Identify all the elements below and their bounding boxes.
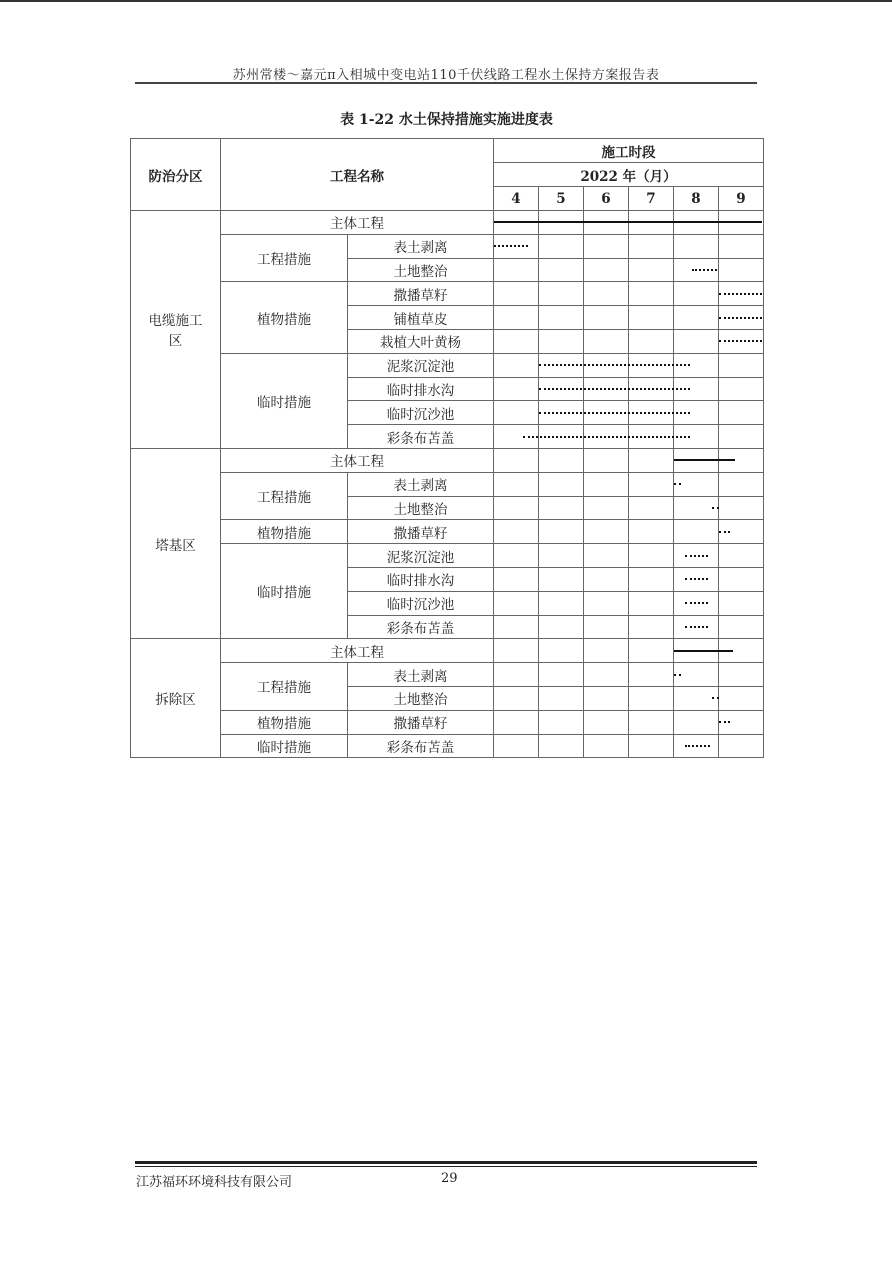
item-cell: 彩条布苫盖 xyxy=(348,734,494,758)
month-cell xyxy=(539,282,584,306)
month-cell xyxy=(494,234,539,258)
month-cell xyxy=(584,329,629,353)
month-cell xyxy=(494,377,539,401)
month-cell xyxy=(494,329,539,353)
month-cell xyxy=(539,710,584,734)
header-year: 2022 年（月） xyxy=(494,163,764,187)
zone-cell: 塔基区 xyxy=(131,448,221,638)
month-cell xyxy=(629,567,674,591)
table-row xyxy=(131,734,764,758)
category-cell: 工程措施 xyxy=(221,663,348,711)
table-row xyxy=(131,211,764,235)
month-cell xyxy=(584,663,629,687)
table-row xyxy=(131,282,764,306)
header-period: 施工时段 xyxy=(494,139,764,163)
item-cell: 表土剥离 xyxy=(348,472,494,496)
month-cell xyxy=(719,496,764,520)
month-cell xyxy=(494,591,539,615)
month-cell xyxy=(494,211,539,235)
schedule-bar xyxy=(523,436,690,438)
table-row xyxy=(131,353,764,377)
month-cell xyxy=(539,329,584,353)
month-cell xyxy=(539,496,584,520)
item-cell: 铺植草皮 xyxy=(348,306,494,330)
month-header-9: 9 xyxy=(719,187,764,211)
category-cell: 临时措施 xyxy=(221,544,348,639)
table-row xyxy=(131,639,764,663)
header-rule xyxy=(135,82,757,84)
item-cell: 临时沉沙池 xyxy=(348,591,494,615)
month-cell xyxy=(584,306,629,330)
month-cell xyxy=(719,567,764,591)
month-cell xyxy=(719,377,764,401)
item-cell: 土地整治 xyxy=(348,686,494,710)
schedule-bar xyxy=(712,697,719,699)
month-cell xyxy=(629,663,674,687)
month-cell xyxy=(494,306,539,330)
month-cell xyxy=(719,353,764,377)
schedule-table xyxy=(130,138,764,758)
month-cell xyxy=(629,615,674,639)
category-cell: 植物措施 xyxy=(221,520,348,544)
month-cell xyxy=(539,306,584,330)
item-cell: 彩条布苫盖 xyxy=(348,615,494,639)
month-cell xyxy=(539,472,584,496)
item-cell: 撒播草籽 xyxy=(348,520,494,544)
month-cell xyxy=(539,615,584,639)
footer-company: 江苏福环环境科技有限公司 xyxy=(136,1175,293,1190)
month-cell xyxy=(584,472,629,496)
month-cell xyxy=(494,686,539,710)
schedule-bar xyxy=(719,531,730,533)
month-cell xyxy=(584,686,629,710)
month-cell xyxy=(629,282,674,306)
schedule-bar xyxy=(719,340,762,342)
month-header-4: 4 xyxy=(494,187,539,211)
month-cell xyxy=(539,639,584,663)
month-header-5: 5 xyxy=(539,187,584,211)
month-header-6: 6 xyxy=(584,187,629,211)
schedule-bar xyxy=(674,650,733,652)
month-cell xyxy=(584,544,629,568)
month-cell xyxy=(674,329,719,353)
category-cell: 临时措施 xyxy=(221,353,348,448)
month-cell xyxy=(539,448,584,472)
schedule-bar xyxy=(539,364,690,366)
month-cell xyxy=(494,544,539,568)
category-cell: 植物措施 xyxy=(221,710,348,734)
month-cell xyxy=(629,591,674,615)
item-cell: 土地整治 xyxy=(348,496,494,520)
schedule-bar xyxy=(685,578,708,580)
month-cell xyxy=(719,401,764,425)
month-cell xyxy=(539,258,584,282)
page-number: 29 xyxy=(441,1171,458,1186)
month-cell xyxy=(629,734,674,758)
zone-cell: 电缆施工区 xyxy=(131,211,221,449)
category-cell: 植物措施 xyxy=(221,282,348,353)
month-cell xyxy=(539,567,584,591)
item-cell: 栽植大叶黄杨 xyxy=(348,329,494,353)
table-row xyxy=(131,663,764,687)
schedule-bar xyxy=(494,221,762,223)
month-cell xyxy=(584,496,629,520)
table-row xyxy=(131,472,764,496)
category-cell: 主体工程 xyxy=(221,211,494,235)
header-zone: 防治分区 xyxy=(131,139,221,211)
month-cell xyxy=(674,234,719,258)
schedule-bar xyxy=(712,507,719,509)
category-cell: 工程措施 xyxy=(221,234,348,282)
item-cell: 彩条布苫盖 xyxy=(348,425,494,449)
schedule-bar xyxy=(719,293,762,295)
month-cell xyxy=(629,306,674,330)
item-cell: 表土剥离 xyxy=(348,663,494,687)
month-cell xyxy=(584,591,629,615)
schedule-bar xyxy=(685,602,708,604)
table-row xyxy=(131,234,764,258)
month-cell xyxy=(539,544,584,568)
month-cell xyxy=(494,401,539,425)
month-cell xyxy=(494,496,539,520)
month-cell xyxy=(494,734,539,758)
month-cell xyxy=(719,258,764,282)
month-cell xyxy=(539,734,584,758)
month-cell xyxy=(719,472,764,496)
month-cell xyxy=(719,663,764,687)
table-row xyxy=(131,544,764,568)
month-cell xyxy=(584,710,629,734)
table-row xyxy=(131,520,764,544)
item-cell: 表土剥离 xyxy=(348,234,494,258)
month-cell xyxy=(674,520,719,544)
item-cell: 撒播草籽 xyxy=(348,710,494,734)
schedule-bar xyxy=(539,412,690,414)
month-cell xyxy=(494,353,539,377)
month-cell xyxy=(494,448,539,472)
header-project: 工程名称 xyxy=(221,139,494,211)
month-cell xyxy=(629,234,674,258)
month-cell xyxy=(629,448,674,472)
footer-rule-thin xyxy=(135,1166,757,1167)
item-cell: 泥浆沉淀池 xyxy=(348,544,494,568)
month-cell xyxy=(629,686,674,710)
footer-rule xyxy=(135,1161,757,1164)
schedule-bar xyxy=(685,745,710,747)
month-cell xyxy=(494,520,539,544)
month-cell xyxy=(584,639,629,663)
month-cell xyxy=(539,591,584,615)
schedule-bar xyxy=(674,459,735,461)
month-cell xyxy=(629,258,674,282)
month-cell xyxy=(674,306,719,330)
month-cell xyxy=(629,496,674,520)
month-cell xyxy=(494,425,539,449)
schedule-bar xyxy=(539,388,690,390)
item-cell: 土地整治 xyxy=(348,258,494,282)
month-cell xyxy=(629,520,674,544)
month-cell xyxy=(494,639,539,663)
category-cell: 工程措施 xyxy=(221,472,348,520)
schedule-bar xyxy=(494,245,528,247)
schedule-bar xyxy=(685,626,708,628)
month-cell xyxy=(629,639,674,663)
month-cell xyxy=(629,472,674,496)
month-cell xyxy=(584,448,629,472)
month-cell xyxy=(539,663,584,687)
month-cell xyxy=(539,686,584,710)
month-cell xyxy=(494,282,539,306)
month-cell xyxy=(494,663,539,687)
month-cell xyxy=(494,710,539,734)
month-cell xyxy=(584,567,629,591)
month-header-7: 7 xyxy=(629,187,674,211)
schedule-bar xyxy=(674,674,681,676)
month-cell xyxy=(719,591,764,615)
item-cell: 临时排水沟 xyxy=(348,377,494,401)
item-cell: 临时沉沙池 xyxy=(348,401,494,425)
month-cell xyxy=(584,234,629,258)
schedule-bar xyxy=(674,483,681,485)
month-cell xyxy=(494,472,539,496)
month-cell xyxy=(584,520,629,544)
category-cell: 临时措施 xyxy=(221,734,348,758)
month-cell xyxy=(719,234,764,258)
month-cell xyxy=(719,544,764,568)
month-cell xyxy=(674,282,719,306)
month-cell xyxy=(719,425,764,449)
month-cell xyxy=(494,615,539,639)
table-row xyxy=(131,710,764,734)
month-cell xyxy=(539,234,584,258)
month-cell xyxy=(584,258,629,282)
item-cell: 泥浆沉淀池 xyxy=(348,353,494,377)
month-cell xyxy=(629,544,674,568)
month-cell xyxy=(719,686,764,710)
schedule-bar xyxy=(685,555,708,557)
month-cell xyxy=(494,258,539,282)
month-cell xyxy=(674,710,719,734)
category-cell: 主体工程 xyxy=(221,448,494,472)
month-cell xyxy=(719,734,764,758)
item-cell: 撒播草籽 xyxy=(348,282,494,306)
month-cell xyxy=(494,567,539,591)
table-caption: 表 1-22 水土保持措施实施进度表 xyxy=(340,112,553,128)
month-cell xyxy=(584,734,629,758)
month-cell xyxy=(584,615,629,639)
schedule-bar xyxy=(719,721,730,723)
month-cell xyxy=(584,282,629,306)
schedule-bar xyxy=(692,269,717,271)
month-cell xyxy=(629,329,674,353)
zone-cell: 拆除区 xyxy=(131,639,221,758)
category-cell: 主体工程 xyxy=(221,639,494,663)
table-row xyxy=(131,448,764,472)
schedule-bar xyxy=(719,317,762,319)
month-cell xyxy=(719,615,764,639)
item-cell: 临时排水沟 xyxy=(348,567,494,591)
page-header: 苏州常楼～嘉元π入相城中变电站110千伏线路工程水土保持方案报告表 xyxy=(232,68,660,83)
month-cell xyxy=(629,710,674,734)
month-cell xyxy=(539,520,584,544)
month-header-8: 8 xyxy=(674,187,719,211)
top-border xyxy=(0,0,892,2)
